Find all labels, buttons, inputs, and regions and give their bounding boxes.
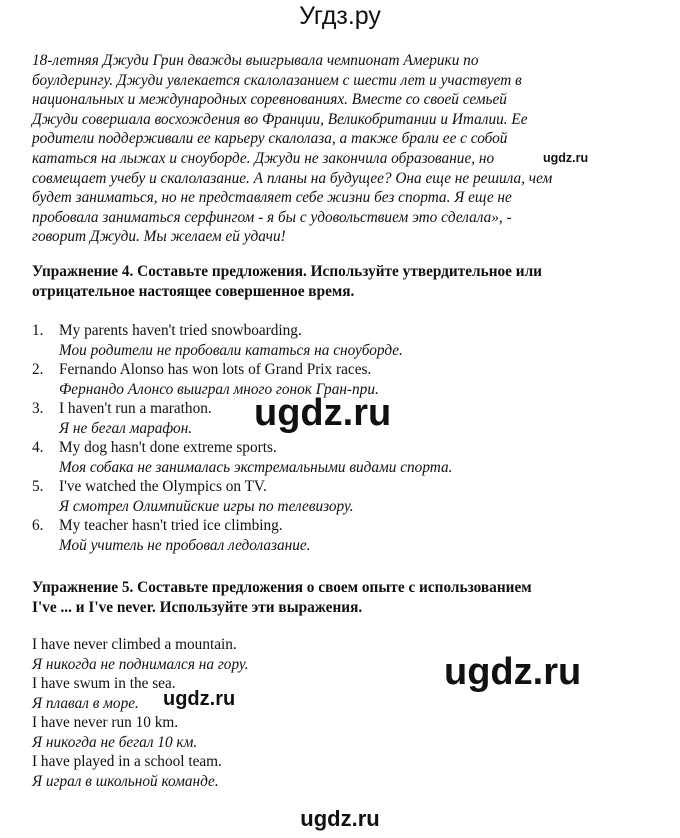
russian-translation: Я не бегал марафон. — [59, 419, 193, 437]
russian-translation: Мои родители не пробовали кататься на сноуборде. — [59, 341, 403, 359]
list-item — [32, 438, 632, 477]
heading-line: отрицательное настоящее совершенное время. — [32, 282, 355, 300]
page-title: Угдз.ру — [299, 2, 381, 30]
intro-line: кататься на лыжах и сноуборде. Джуди не закончила образование, но — [32, 149, 495, 167]
item-number: 6. — [32, 517, 44, 534]
english-sentence: I have never climbed a mountain. — [32, 636, 237, 653]
english-sentence: My teacher hasn't tried ice climbing. — [59, 517, 283, 534]
heading-line: Упражнение 5. Составьте предложения о своем опыте с использованием — [32, 579, 532, 596]
list-item — [32, 321, 632, 360]
russian-translation: Я никогда не бегал 10 км. — [32, 733, 198, 751]
heading-line: Упражнение 4. Составьте предложения. Используйте утвердительное или — [32, 263, 542, 280]
heading-line: I've ... и I've never. Используйте эти выражения. — [32, 598, 363, 616]
list-item — [32, 516, 632, 555]
exercise-5-heading — [32, 578, 652, 618]
english-sentence: Fernando Alonso has won lots of Grand Prix races. — [59, 361, 372, 378]
russian-translation: Фернандо Алонсо выиграл много гонок Гран-при. — [59, 380, 379, 398]
english-sentence: My dog hasn't done extreme sports. — [59, 439, 277, 456]
english-sentence: I have never run 10 km. — [32, 714, 179, 731]
exercise-4-heading — [32, 262, 652, 302]
item-number: 1. — [32, 322, 44, 339]
english-sentence: I haven't run a marathon. — [59, 400, 212, 417]
watermark-small: ugdz.ru — [543, 151, 589, 165]
russian-translation: Мой учитель не пробовал ледолазание. — [59, 536, 311, 554]
english-sentence: I have played in a school team. — [32, 753, 222, 770]
exercise-4-list — [32, 321, 632, 555]
intro-line: родители поддерживали ее карьеру скалолаза, а также брали ее с собой — [32, 130, 508, 148]
item-number: 3. — [32, 400, 44, 417]
item-number: 2. — [32, 361, 44, 378]
watermark-medium: ugdz.ru — [163, 688, 236, 710]
list-item — [32, 477, 632, 516]
item-number: 5. — [32, 478, 44, 495]
russian-translation: Я плавал в море. — [32, 694, 139, 712]
intro-line: совмещает учебу и скалолазание. А планы на будущее? Она еще не решила, чем — [32, 169, 553, 187]
watermark-large: ugdz.ru — [444, 651, 582, 693]
russian-translation: Я никогда не поднимался на гору. — [32, 655, 249, 673]
russian-translation: Я играл в школьной команде. — [32, 772, 219, 790]
intro-line: национальных и международных соревнованиях. Вместе со своей семьей — [32, 91, 507, 109]
english-sentence: I have swum in the sea. — [32, 675, 176, 692]
item-number: 4. — [32, 439, 44, 456]
watermark-footer: ugdz.ru — [300, 806, 380, 831]
intro-line: боулдерингу. Джуди увлекается скалолазанием с шести лет и участвует в — [32, 71, 522, 89]
intro-line: Джуди совершала восхождения во Франции, Великобритании и Италии. Ее — [32, 110, 528, 128]
russian-translation: Моя собака не занималась экстремальными видами спорта. — [59, 458, 453, 476]
english-sentence: I've watched the Olympics on TV. — [59, 478, 267, 495]
intro-line: будет заниматься, но не представляет себе жизни без спорта. Я еще не — [32, 189, 512, 207]
intro-paragraph — [32, 51, 632, 247]
russian-translation: Я смотрел Олимпийские игры по телевизору. — [59, 497, 354, 515]
intro-line: 18-летняя Джуди Грин дважды выигрывала чемпионат Америки по — [32, 52, 479, 69]
intro-line: говорит Джуди. Мы желаем ей удачи! — [32, 228, 286, 246]
intro-line: пробовала заниматься серфингом - я бы с удовольствием это сделала», - — [32, 208, 512, 226]
english-sentence: My parents haven't tried snowboarding. — [59, 322, 302, 339]
watermark-center: ugdz.ru — [254, 392, 392, 434]
